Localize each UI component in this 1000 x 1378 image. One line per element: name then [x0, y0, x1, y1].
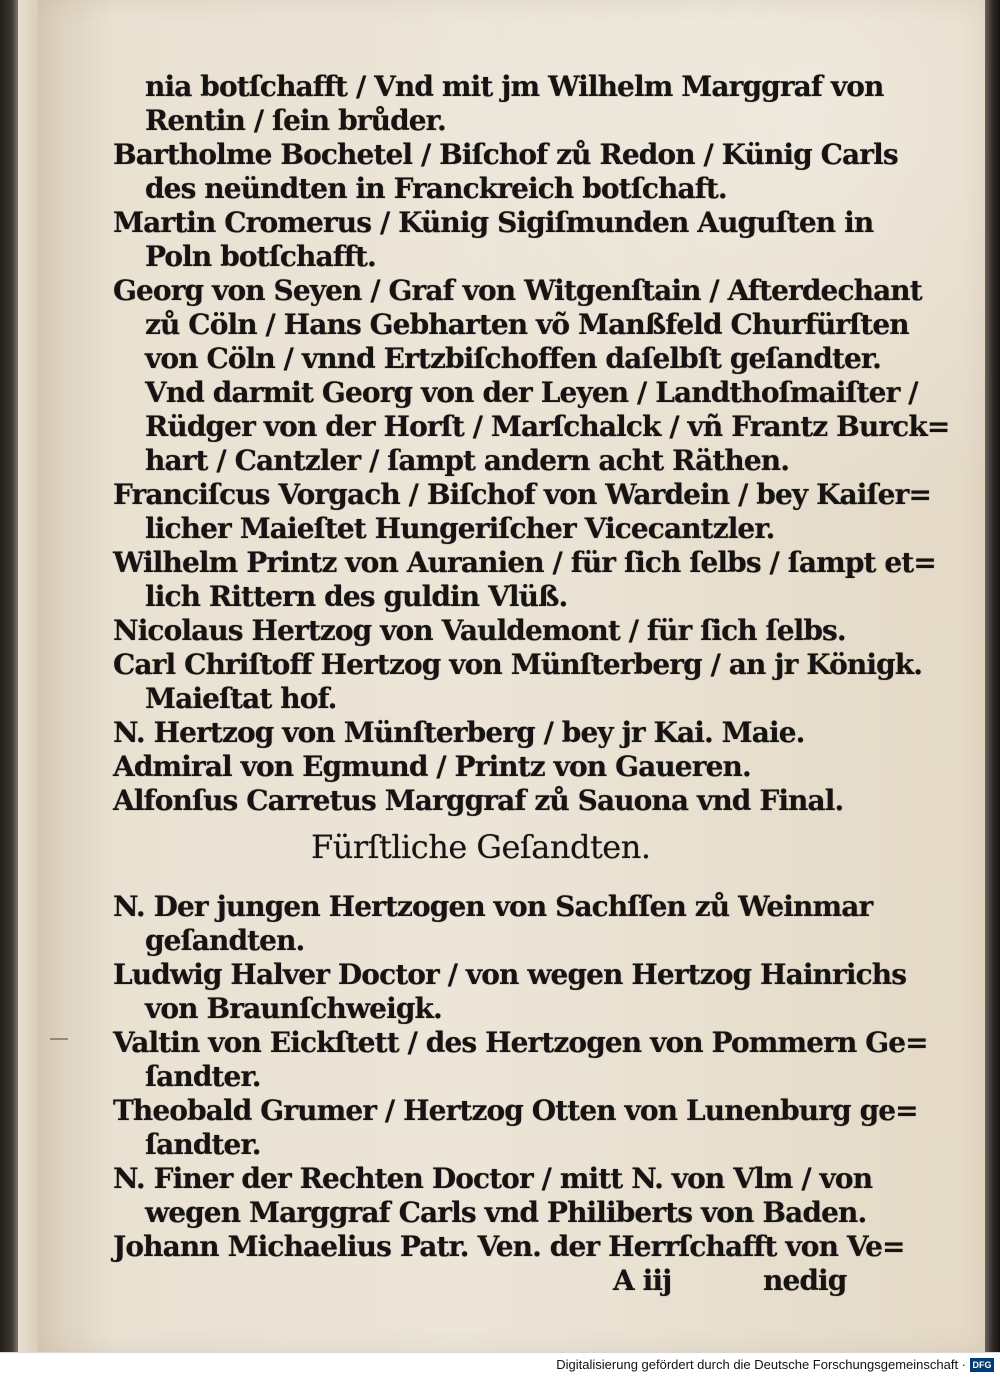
text-line: Poln botſchafft.	[145, 240, 376, 273]
text-line: Martin Cromerus / Künig Sigiſmunden Auguſten in	[113, 206, 874, 239]
text-line: lich Rittern des guldin Vlüß.	[145, 580, 568, 613]
text-line: Georg von Seyen / Graf von Witgenſtain / Afterdechant	[113, 274, 922, 307]
text-line: Admiral von Egmund / Printz von Gaueren.	[113, 750, 751, 783]
text-line: Theobald Grumer / Hertzog Otten von Lunenburg ge=	[113, 1094, 918, 1127]
text-line: Maieſtat hof.	[145, 682, 337, 715]
text-line: Franciſcus Vorgach / Biſchof von Wardein / bey Kaiſer=	[113, 478, 932, 511]
text-line: ſandter.	[145, 1060, 261, 1093]
left-book-spine	[0, 0, 18, 1352]
text-line: Rüdger von der Horſt / Marſchalck / vñ Frantz Burck=	[145, 410, 950, 443]
text-line: hart / Cantzler / ſampt andern acht Räthen.	[145, 444, 790, 477]
text-line: nia botſchafft / Vnd mit jm Wilhelm Marggraf von	[145, 70, 884, 103]
paper-page	[38, 0, 985, 1352]
catchword: nedig	[763, 1264, 847, 1297]
footer-credit-text: Digitalisierung gefördert durch die Deutsche Forschungsgemeinschaft ·	[556, 1357, 966, 1372]
text-line: Valtin von Eickſtett / des Hertzogen von Pommern Ge=	[113, 1026, 928, 1059]
text-line: Rentin / ſein brůder.	[145, 104, 446, 137]
text-line: Alfonſus Carretus Marggraf zů Sauona vnd Final.	[113, 784, 844, 817]
text-line: N. Hertzog von Münſterberg / bey jr Kai. Maie.	[113, 716, 805, 749]
text-line: Bartholme Bochetel / Biſchof zů Redon / Künig Carls	[113, 138, 898, 171]
text-line: licher Maieſtet Hungeriſcher Vicecantzler.	[145, 512, 775, 545]
text-line: N. Finer der Rechten Doctor / mitt N. von Vlm / von	[113, 1162, 873, 1195]
text-line: Carl Chriſtoff Hertzog von Münſterberg / an jr Königk.	[113, 648, 923, 681]
text-line: des neündten in Franckreich botſchaft.	[145, 172, 727, 205]
text-line: N. Der jungen Hertzogen von Sachſſen zů Weinmar	[113, 890, 873, 923]
text-line: Johann Michaelius Patr. Ven. der Herrſchafft von Ve=	[113, 1230, 905, 1263]
text-line: Nicolaus Hertzog von Vauldemont / für ſich ſelbs.	[113, 614, 846, 647]
text-line: zů Cöln / Hans Gebharten võ Manßfeld Churfürſten	[145, 308, 909, 341]
left-margin-mark	[50, 1038, 68, 1040]
text-line: ſandter.	[145, 1128, 261, 1161]
text-line: geſandten.	[145, 924, 305, 957]
text-line: von Braunſchweigk.	[145, 992, 442, 1025]
text-line: Ludwig Halver Doctor / von wegen Hertzog Hainrichs	[113, 958, 907, 991]
text-line: von Cöln / vnnd Ertzbiſchoffen daſelbſt geſandter.	[145, 342, 882, 375]
digitization-footer	[0, 1352, 1000, 1378]
text-line: Vnd darmit Georg von der Leyen / Landthoſmaiſter /	[145, 376, 918, 409]
section-heading: Fürſtliche Geſandten.	[311, 828, 651, 866]
signature-mark: A iij	[613, 1264, 672, 1297]
right-page-edge	[985, 0, 1000, 1352]
text-line: wegen Marggraf Carls vnd Philiberts von Baden.	[145, 1196, 867, 1229]
dfg-logo-icon: DFG	[970, 1358, 994, 1372]
text-line: Wilhelm Printz von Auranien / für ſich ſelbs / ſampt et=	[113, 546, 936, 579]
